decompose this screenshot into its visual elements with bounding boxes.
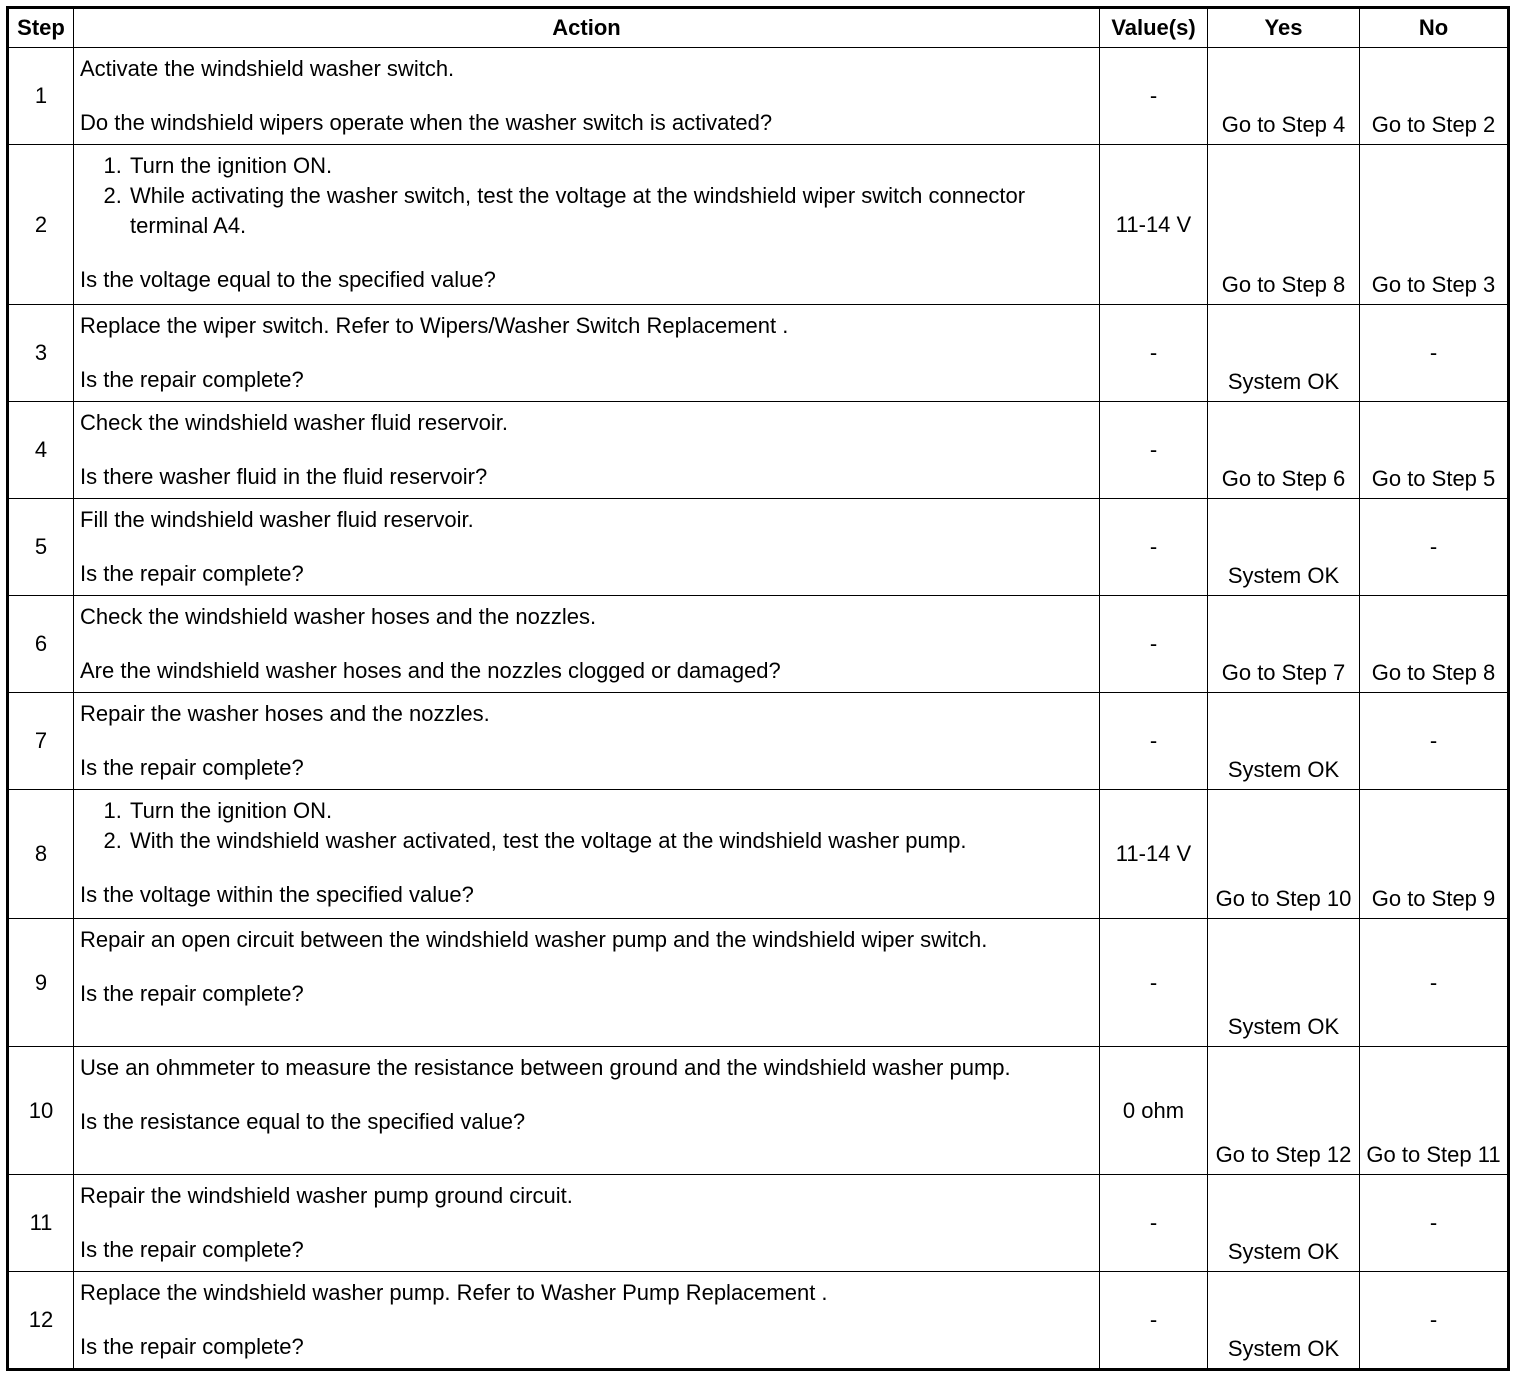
action-question: Is the resistance equal to the specified value? (80, 1109, 526, 1134)
value-cell: - (1100, 693, 1208, 790)
step-number: 5 (8, 499, 74, 596)
table-row (8, 1175, 1509, 1272)
action-text: Replace the wiper switch. Refer to Wipers/Washer Switch Replacement . (80, 313, 789, 338)
action-cell (74, 305, 1100, 402)
action-cell (74, 1175, 1100, 1272)
action-step-item: 2. With the windshield washer activated, test the voltage at the windshield washer pump. (128, 826, 1093, 856)
table-row (8, 790, 1509, 919)
step-number: 3 (8, 305, 74, 402)
no-cell: Go to Step 11 (1360, 1047, 1509, 1175)
table-row (8, 1272, 1509, 1370)
diagnostic-table (6, 6, 1510, 1371)
value-cell: - (1100, 1175, 1208, 1272)
action-steps-list (80, 151, 1093, 241)
action-text: Repair an open circuit between the windshield washer pump and the windshield wiper switch. (80, 927, 988, 952)
action-cell (74, 48, 1100, 145)
action-cell (74, 1047, 1100, 1175)
action-text: Check the windshield washer hoses and the nozzles. (80, 604, 597, 629)
no-cell: - (1360, 1272, 1509, 1370)
header-values: Value(s) (1100, 8, 1208, 48)
no-cell: Go to Step 9 (1360, 790, 1509, 919)
action-question: Is the repair complete? (80, 1334, 304, 1359)
no-cell: - (1360, 1175, 1509, 1272)
yes-cell: System OK (1208, 305, 1360, 402)
action-cell (74, 693, 1100, 790)
action-cell (74, 402, 1100, 499)
action-text: Activate the windshield washer switch. (80, 56, 455, 81)
action-question: Is the repair complete? (80, 561, 304, 586)
yes-cell: System OK (1208, 499, 1360, 596)
step-number: 11 (8, 1175, 74, 1272)
table-row (8, 596, 1509, 693)
action-cell (74, 790, 1100, 919)
table-row (8, 499, 1509, 596)
header-action: Action (74, 8, 1100, 48)
action-step-item: 1. Turn the ignition ON. (128, 796, 1093, 826)
action-step-item: 2. While activating the washer switch, test the voltage at the windshield wiper switch connector terminal A4. (128, 181, 1093, 241)
yes-cell: System OK (1208, 693, 1360, 790)
yes-cell: Go to Step 10 (1208, 790, 1360, 919)
action-text: Replace the windshield washer pump. Refer to Washer Pump Replacement . (80, 1280, 828, 1305)
yes-cell: Go to Step 4 (1208, 48, 1360, 145)
action-text: Fill the windshield washer fluid reservoir. (80, 507, 474, 532)
action-question: Are the windshield washer hoses and the nozzles clogged or damaged? (80, 658, 781, 683)
action-cell (74, 1272, 1100, 1370)
yes-cell: System OK (1208, 1175, 1360, 1272)
table-row (8, 145, 1509, 305)
action-cell (74, 145, 1100, 305)
header-row (8, 8, 1509, 48)
table-row (8, 48, 1509, 145)
value-cell: - (1100, 596, 1208, 693)
table-row (8, 693, 1509, 790)
value-cell: - (1100, 402, 1208, 499)
value-cell: - (1100, 48, 1208, 145)
action-text: Check the windshield washer fluid reservoir. (80, 410, 508, 435)
step-number: 9 (8, 919, 74, 1047)
yes-cell: System OK (1208, 919, 1360, 1047)
header-no: No (1360, 8, 1509, 48)
table-row (8, 305, 1509, 402)
yes-cell: Go to Step 7 (1208, 596, 1360, 693)
step-number: 4 (8, 402, 74, 499)
value-cell: - (1100, 919, 1208, 1047)
step-number: 7 (8, 693, 74, 790)
action-question: Is the repair complete? (80, 981, 304, 1006)
action-question: Is there washer fluid in the fluid reservoir? (80, 464, 488, 489)
no-cell: - (1360, 499, 1509, 596)
step-number: 8 (8, 790, 74, 919)
action-question: Is the repair complete? (80, 367, 304, 392)
action-question: Is the voltage within the specified value? (80, 882, 474, 907)
step-number: 6 (8, 596, 74, 693)
step-number: 10 (8, 1047, 74, 1175)
no-cell: - (1360, 305, 1509, 402)
yes-cell: Go to Step 8 (1208, 145, 1360, 305)
table-row (8, 402, 1509, 499)
no-cell: Go to Step 2 (1360, 48, 1509, 145)
action-text: Use an ohmmeter to measure the resistance between ground and the windshield washer pump. (80, 1055, 1011, 1080)
no-cell: Go to Step 3 (1360, 145, 1509, 305)
no-cell: - (1360, 919, 1509, 1047)
header-yes: Yes (1208, 8, 1360, 48)
action-question: Do the windshield wipers operate when the washer switch is activated? (80, 110, 773, 135)
value-cell: 11-14 V (1100, 145, 1208, 305)
step-number: 2 (8, 145, 74, 305)
action-cell (74, 499, 1100, 596)
value-cell: - (1100, 499, 1208, 596)
action-steps-list (80, 796, 1093, 856)
value-cell: 11-14 V (1100, 790, 1208, 919)
no-cell: Go to Step 5 (1360, 402, 1509, 499)
yes-cell: Go to Step 12 (1208, 1047, 1360, 1175)
action-question: Is the voltage equal to the specified value? (80, 267, 496, 292)
value-cell: - (1100, 305, 1208, 402)
step-number: 12 (8, 1272, 74, 1370)
no-cell: Go to Step 8 (1360, 596, 1509, 693)
value-cell: 0 ohm (1100, 1047, 1208, 1175)
action-cell (74, 919, 1100, 1047)
action-text: Repair the washer hoses and the nozzles. (80, 701, 490, 726)
action-step-item: 1. Turn the ignition ON. (128, 151, 1093, 181)
step-number: 1 (8, 48, 74, 145)
action-cell (74, 596, 1100, 693)
yes-cell: System OK (1208, 1272, 1360, 1370)
action-question: Is the repair complete? (80, 755, 304, 780)
table-row (8, 919, 1509, 1047)
header-step: Step (8, 8, 74, 48)
yes-cell: Go to Step 6 (1208, 402, 1360, 499)
no-cell: - (1360, 693, 1509, 790)
value-cell: - (1100, 1272, 1208, 1370)
action-question: Is the repair complete? (80, 1237, 304, 1262)
table-row (8, 1047, 1509, 1175)
action-text: Repair the windshield washer pump ground circuit. (80, 1183, 573, 1208)
